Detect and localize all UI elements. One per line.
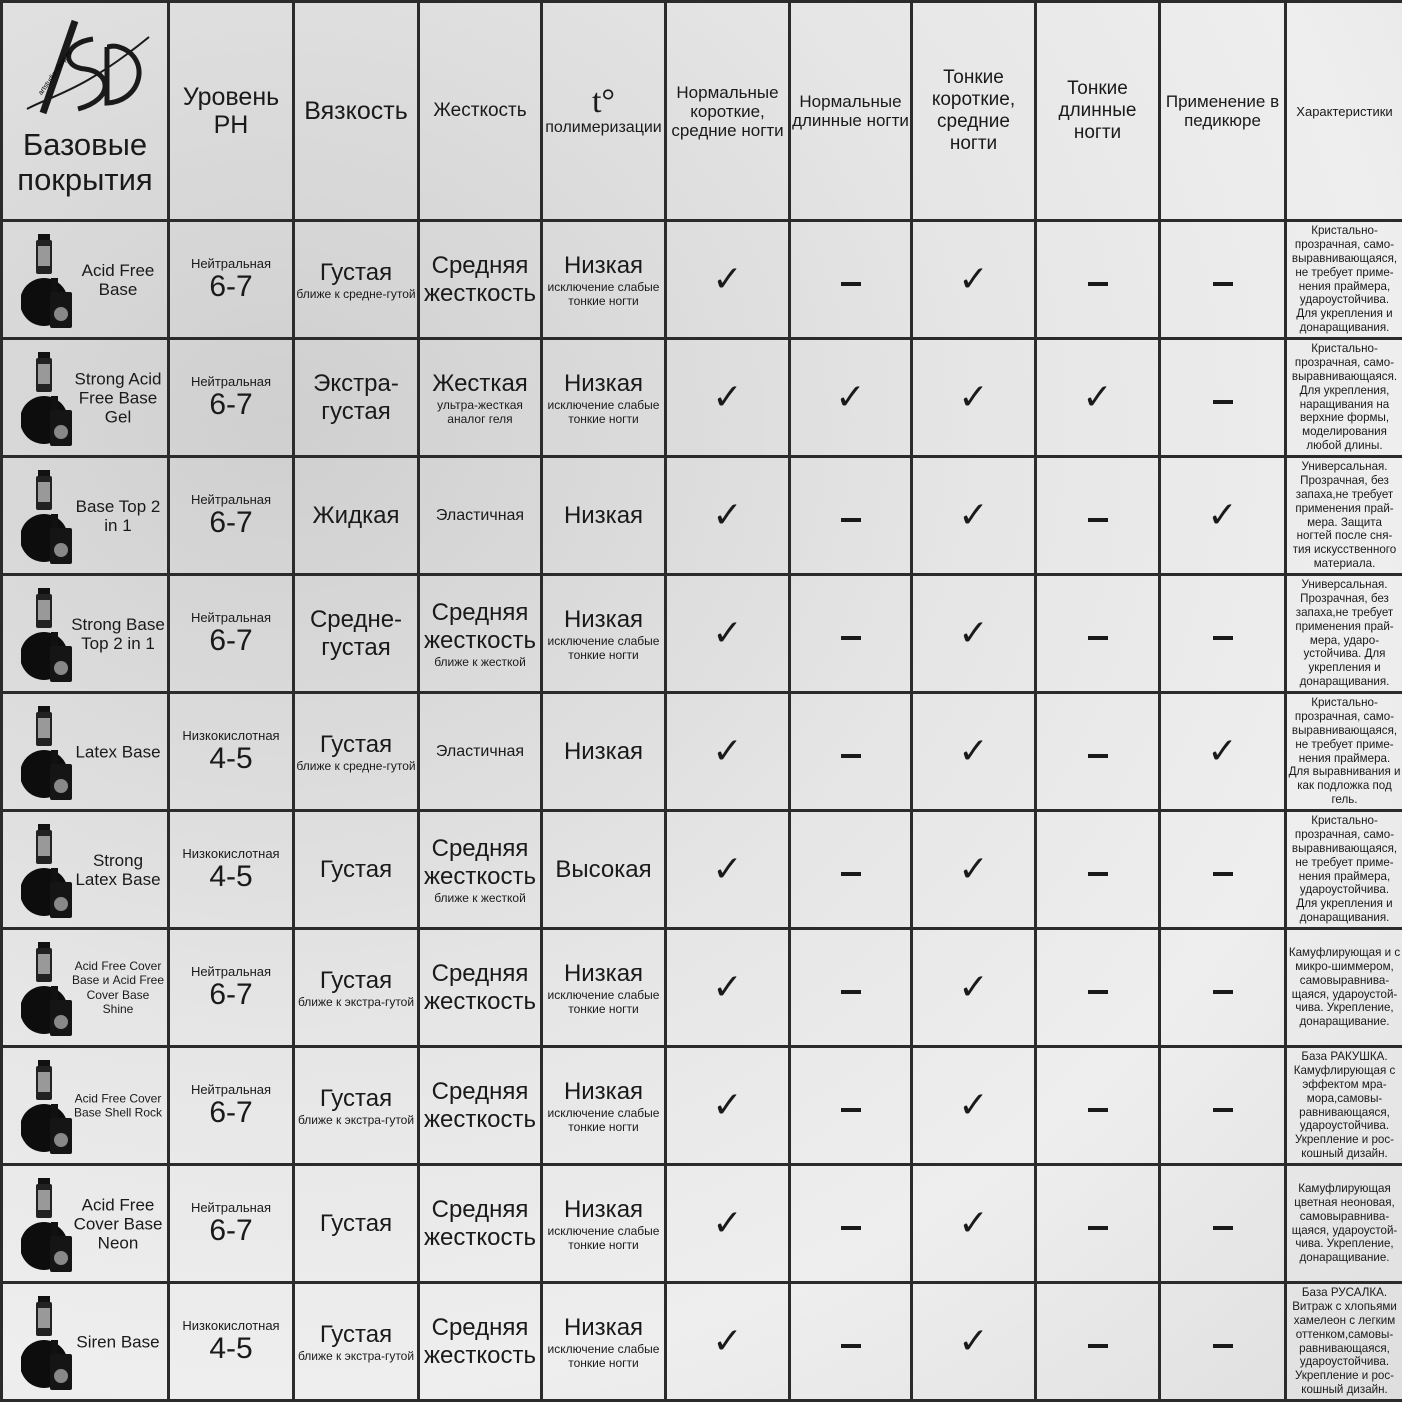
product-cell	[2, 1165, 169, 1283]
table-row	[2, 929, 1402, 1047]
hardness-value: Средняя жесткость	[423, 959, 536, 1015]
hardness-value: Эластичная	[435, 506, 525, 524]
ph-label: Низкокислотная	[182, 728, 280, 743]
viscosity-cell	[294, 929, 419, 1047]
normal-short-cell	[666, 929, 790, 1047]
check-icon: ✓	[712, 730, 743, 772]
viscosity-note: ближе к экстра-гутой	[297, 1348, 415, 1363]
thin-short-cell	[912, 1283, 1036, 1401]
temperature-cell	[542, 1047, 666, 1165]
hardness-note: ближе к жесткой	[434, 890, 526, 905]
bottle-icon	[21, 470, 77, 566]
temperature-cell	[542, 457, 666, 575]
thin-short-cell	[912, 221, 1036, 339]
ph-value: 6-7	[209, 978, 253, 1011]
temperature-note: исключение слабые тонкие ногти	[547, 633, 660, 662]
thin-long-cell	[1036, 221, 1160, 339]
viscosity-value: Средне-густая	[309, 605, 403, 661]
ph-cell	[169, 1047, 294, 1165]
normal-long-cell	[790, 1283, 912, 1401]
viscosity-cell	[294, 693, 419, 811]
ph-label: Нейтральная	[190, 964, 272, 979]
check-icon: ✓	[958, 612, 989, 654]
product-cell	[2, 1283, 169, 1401]
bottle-icon	[21, 824, 77, 920]
ph-cell	[169, 929, 294, 1047]
temperature-cell	[542, 693, 666, 811]
hardness-cell	[419, 1283, 542, 1401]
hardness-value: Эластичная	[435, 742, 525, 760]
check-icon: ✓	[958, 1202, 989, 1244]
ph-cell	[169, 1283, 294, 1401]
product-cell	[2, 575, 169, 693]
viscosity-value: Густая	[319, 966, 393, 994]
hardness-cell	[419, 339, 542, 457]
viscosity-cell	[294, 339, 419, 457]
temperature-note: исключение слабые тонкие ногти	[547, 1341, 660, 1370]
ph-cell	[169, 693, 294, 811]
dash-icon	[1088, 1344, 1108, 1348]
table-row	[2, 1283, 1402, 1401]
temperature-cell	[542, 811, 666, 929]
check-icon: ✓	[1207, 730, 1238, 772]
normal-short-cell	[666, 693, 790, 811]
pedicure-cell	[1160, 693, 1286, 811]
ph-label: Нейтральная	[190, 256, 272, 271]
viscosity-value: Жидкая	[312, 501, 400, 529]
normal-short-cell	[666, 339, 790, 457]
ph-value: 6-7	[209, 624, 253, 657]
table-row	[2, 811, 1402, 929]
pedicure-cell	[1160, 339, 1286, 457]
check-icon: ✓	[958, 1320, 989, 1362]
hardness-value: Средняя жесткость	[423, 598, 536, 654]
bottle-icon	[21, 234, 77, 330]
characteristics-cell: Кристально-прозрачная, само-выравнивающаяся. Для укрепления, наращивания на верхние формы, моделирования любой длины.	[1286, 339, 1402, 457]
check-icon: ✓	[1082, 376, 1113, 418]
hardness-cell	[419, 457, 542, 575]
temperature-cell	[542, 575, 666, 693]
dash-icon	[1213, 282, 1233, 286]
hardness-cell	[419, 221, 542, 339]
dash-icon	[841, 636, 861, 640]
temperature-value: Низкая	[563, 959, 644, 987]
normal-long-cell	[790, 1165, 912, 1283]
ph-value: 6-7	[209, 506, 253, 539]
viscosity-note: ближе к средне-гутой	[296, 286, 416, 301]
normal-short-cell	[666, 1165, 790, 1283]
check-icon: ✓	[712, 1202, 743, 1244]
viscosity-cell	[294, 1165, 419, 1283]
dash-icon	[841, 1344, 861, 1348]
normal-long-cell	[790, 693, 912, 811]
temperature-note: исключение слабые тонкие ногти	[547, 987, 660, 1016]
temperature-value: Низкая	[563, 605, 644, 633]
dash-icon	[1088, 1226, 1108, 1230]
dash-icon	[841, 1226, 861, 1230]
viscosity-value: Густая	[319, 730, 393, 758]
product-cell	[2, 693, 169, 811]
characteristics-cell: Камуфлирующая и с микро-шиммером, самовыравнива-щаяся, удароустой-чива. Укрепление, донаращивание.	[1286, 929, 1402, 1047]
bottle-icon	[21, 942, 77, 1038]
viscosity-cell	[294, 575, 419, 693]
viscosity-value: Густая	[319, 855, 393, 883]
viscosity-cell	[294, 221, 419, 339]
check-icon: ✓	[958, 258, 989, 300]
viscosity-cell	[294, 1047, 419, 1165]
temperature-value: Низкая	[563, 1195, 644, 1223]
thin-long-cell	[1036, 693, 1160, 811]
temperature-cell	[542, 221, 666, 339]
ph-label: Нейтральная	[190, 1082, 272, 1097]
hardness-cell	[419, 575, 542, 693]
thin-short-cell	[912, 339, 1036, 457]
thin-long-cell	[1036, 339, 1160, 457]
dash-icon	[1088, 1108, 1108, 1112]
temperature-cell	[542, 339, 666, 457]
hardness-value: Жесткая	[432, 369, 528, 397]
normal-long-cell	[790, 929, 912, 1047]
dash-icon	[1213, 1108, 1233, 1112]
ph-label: Низкокислотная	[182, 846, 280, 861]
thin-long-cell	[1036, 457, 1160, 575]
header-hardness: Жесткость	[419, 2, 542, 221]
check-icon: ✓	[958, 494, 989, 536]
viscosity-cell	[294, 811, 419, 929]
temperature-value: Низкая	[563, 1077, 644, 1105]
product-name: Siren Base	[76, 1332, 160, 1351]
dash-icon	[841, 1108, 861, 1112]
temperature-cell	[542, 929, 666, 1047]
ph-label: Нейтральная	[190, 1200, 272, 1215]
sheet-title: Базовые покрытия	[17, 127, 153, 197]
thin-long-cell	[1036, 1047, 1160, 1165]
temperature-value: Низкая	[563, 1313, 644, 1341]
normal-short-cell	[666, 1047, 790, 1165]
table-row	[2, 1047, 1402, 1165]
ph-cell	[169, 457, 294, 575]
temperature-value: Низкая	[563, 251, 644, 279]
temperature-note: исключение слабые тонкие ногти	[547, 1223, 660, 1252]
table-row	[2, 693, 1402, 811]
ph-value: 4-5	[209, 860, 253, 893]
check-icon: ✓	[958, 730, 989, 772]
header-characteristics: Характеристики	[1286, 2, 1402, 221]
normal-short-cell	[666, 457, 790, 575]
brand-cell	[2, 2, 169, 221]
viscosity-value: Густая	[319, 1209, 393, 1237]
normal-long-cell	[790, 1047, 912, 1165]
pedicure-cell	[1160, 929, 1286, 1047]
ph-label: Нейтральная	[190, 610, 272, 625]
thin-short-cell	[912, 1047, 1036, 1165]
thin-long-cell	[1036, 929, 1160, 1047]
temperature-symbol: t°	[591, 83, 616, 120]
bottle-icon	[21, 1060, 77, 1156]
product-cell	[2, 811, 169, 929]
thin-short-cell	[912, 575, 1036, 693]
dash-icon	[841, 754, 861, 758]
normal-short-cell	[666, 575, 790, 693]
hardness-value: Средняя жесткость	[423, 1313, 536, 1369]
ph-cell	[169, 811, 294, 929]
thin-long-cell	[1036, 575, 1160, 693]
temperature-value: Высокая	[555, 855, 652, 883]
thin-short-cell	[912, 811, 1036, 929]
dash-icon	[1088, 754, 1108, 758]
product-name: Acid Free Base	[81, 260, 155, 299]
product-name: Acid Free Cover Base Shell Rock	[73, 1091, 163, 1120]
viscosity-value: Густая	[319, 258, 393, 286]
temperature-value: Низкая	[563, 737, 644, 765]
ph-cell	[169, 575, 294, 693]
dash-icon	[1088, 282, 1108, 286]
product-name: Base Top 2 in 1	[75, 496, 161, 535]
header-normal-long: Нормальные длинные ногти	[790, 2, 912, 221]
dash-icon	[841, 990, 861, 994]
product-name: Strong Latex Base	[75, 850, 161, 889]
viscosity-value: Густая	[319, 1084, 393, 1112]
normal-short-cell	[666, 221, 790, 339]
check-icon: ✓	[712, 494, 743, 536]
table-row	[2, 575, 1402, 693]
check-icon: ✓	[712, 612, 743, 654]
table-row	[2, 457, 1402, 575]
hardness-value: Средняя жесткость	[423, 834, 536, 890]
temperature-note: исключение слабые тонкие ногти	[547, 1105, 660, 1134]
ph-value: 6-7	[209, 1214, 253, 1247]
characteristics-cell: Универсальная. Прозрачная, без запаха,не требует применения прай-мера, ударо-устойчива. Для укрепления и донаращивания.	[1286, 575, 1402, 693]
check-icon: ✓	[958, 376, 989, 418]
dash-icon	[1213, 636, 1233, 640]
temperature-cell	[542, 1283, 666, 1401]
hardness-value: Средняя жесткость	[423, 1195, 536, 1251]
viscosity-value: Густая	[319, 1320, 393, 1348]
viscosity-cell	[294, 457, 419, 575]
dash-icon	[1213, 872, 1233, 876]
dash-icon	[1088, 872, 1108, 876]
header-viscosity: Вязкость	[294, 2, 419, 221]
check-icon: ✓	[712, 1084, 743, 1126]
dash-icon	[841, 282, 861, 286]
pedicure-cell	[1160, 1283, 1286, 1401]
normal-long-cell	[790, 811, 912, 929]
bottle-icon	[21, 588, 77, 684]
header-thin-long: Тонкие длинные ногти	[1036, 2, 1160, 221]
header-temperature	[542, 2, 666, 221]
viscosity-cell	[294, 1283, 419, 1401]
ph-cell	[169, 221, 294, 339]
hardness-cell	[419, 929, 542, 1047]
product-name: Strong Acid Free Base Gel	[74, 369, 162, 426]
product-name: Acid Free Cover Base и Acid Free Cover Base Shine	[71, 958, 165, 1016]
bottle-icon	[21, 352, 77, 448]
dash-icon	[1213, 990, 1233, 994]
dash-icon	[1213, 400, 1233, 404]
thin-short-cell	[912, 1165, 1036, 1283]
table-row	[2, 1165, 1402, 1283]
characteristics-cell: База РАКУШКА. Камуфлирующая с эффектом мра-мора,самовы-равнивающаяся, удароустойчива. Укрепление и рос-кошный дизайн.	[1286, 1047, 1402, 1165]
temperature-cell	[542, 1165, 666, 1283]
viscosity-note: ближе к экстра-гутой	[297, 994, 415, 1009]
thin-long-cell	[1036, 1283, 1160, 1401]
normal-short-cell	[666, 1283, 790, 1401]
normal-long-cell	[790, 221, 912, 339]
hardness-note: ближе к жесткой	[434, 654, 526, 669]
product-name: Strong Base Top 2 in 1	[71, 614, 165, 653]
hardness-value: Средняя жесткость	[423, 1077, 536, 1133]
ph-cell	[169, 339, 294, 457]
svg-text:artstudio-shop.ru: artstudio-shop.ru	[37, 49, 74, 97]
table-row	[2, 339, 1402, 457]
characteristics-cell: Кристально-прозрачная, само-выравнивающаяся, не требует приме-нения праймера. Для выравнивания и как подложка под гель.	[1286, 693, 1402, 811]
hardness-cell	[419, 1047, 542, 1165]
table-row	[2, 221, 1402, 339]
hardness-note: ультра-жесткая аналог геля	[437, 397, 523, 426]
check-icon: ✓	[958, 848, 989, 890]
check-icon: ✓	[712, 1320, 743, 1362]
check-icon: ✓	[1207, 494, 1238, 536]
viscosity-note: ближе к средне-гутой	[296, 758, 416, 773]
thin-short-cell	[912, 929, 1036, 1047]
header-normal-short: Нормальные короткие, средние ногти	[666, 2, 790, 221]
normal-long-cell	[790, 575, 912, 693]
bottle-icon	[21, 1296, 77, 1392]
ph-value: 4-5	[209, 742, 253, 775]
hardness-cell	[419, 1165, 542, 1283]
pedicure-cell	[1160, 575, 1286, 693]
check-icon: ✓	[712, 966, 743, 1008]
characteristics-cell: Универсальная. Прозрачная, без запаха,не требует применения прай-мера. Защита ногтей после сня-тия искусственного материала.	[1286, 457, 1402, 575]
dash-icon	[841, 872, 861, 876]
ph-value: 6-7	[209, 388, 253, 421]
header-pedicure: Применение в педикюре	[1160, 2, 1286, 221]
bottle-icon	[21, 706, 77, 802]
thin-short-cell	[912, 457, 1036, 575]
ph-value: 6-7	[209, 270, 253, 303]
pedicure-cell	[1160, 1165, 1286, 1283]
viscosity-note: ближе к экстра-гутой	[297, 1112, 415, 1127]
check-icon: ✓	[712, 376, 743, 418]
hardness-cell	[419, 811, 542, 929]
product-name: Acid Free Cover Base Neon	[73, 1195, 163, 1252]
product-cell	[2, 457, 169, 575]
product-name: Latex Base	[75, 742, 161, 761]
header-ph: Уровень PH	[169, 2, 294, 221]
dash-icon	[1213, 1226, 1233, 1230]
pedicure-cell	[1160, 221, 1286, 339]
check-icon: ✓	[712, 258, 743, 300]
characteristics-cell: Кристально-прозрачная, само-выравнивающаяся, не требует приме-нения праймера, удароустойчива. Для укрепления и донаращивания.	[1286, 221, 1402, 339]
pedicure-cell	[1160, 811, 1286, 929]
temperature-value: Низкая	[563, 369, 644, 397]
product-cell	[2, 1047, 169, 1165]
product-cell	[2, 929, 169, 1047]
dash-icon	[1213, 1344, 1233, 1348]
temperature-note: исключение слабые тонкие ногти	[547, 279, 660, 308]
viscosity-value: Экстра-густая	[313, 369, 399, 425]
ph-value: 4-5	[209, 1332, 253, 1365]
characteristics-cell: Кристально-прозрачная, само-выравнивающаяся, не требует приме-нения праймера, удароустойчива. Для укрепления и донаращивания.	[1286, 811, 1402, 929]
check-icon: ✓	[712, 848, 743, 890]
temperature-value: Низкая	[563, 501, 644, 529]
normal-long-cell	[790, 457, 912, 575]
header-row	[2, 2, 1402, 221]
thin-long-cell	[1036, 1165, 1160, 1283]
temperature-note: исключение слабые тонкие ногти	[547, 397, 660, 426]
product-cell	[2, 221, 169, 339]
product-cell	[2, 339, 169, 457]
pedicure-cell	[1160, 1047, 1286, 1165]
thin-long-cell	[1036, 811, 1160, 929]
ph-label: Нейтральная	[190, 492, 272, 507]
dash-icon	[1088, 990, 1108, 994]
hardness-value: Средняя жесткость	[423, 251, 536, 307]
pedicure-cell	[1160, 457, 1286, 575]
temperature-label: полимеризации	[545, 119, 662, 136]
characteristics-cell: База РУСАЛКА. Витраж с хлопьями хамелеон с легким оттенком,самовы-равнивающаяся, удароустойчива. Укрепление и рос-кошный дизайн.	[1286, 1283, 1402, 1401]
header-thin-short: Тонкие короткие, средние ногти	[912, 2, 1036, 221]
thin-short-cell	[912, 693, 1036, 811]
normal-short-cell	[666, 811, 790, 929]
dash-icon	[841, 518, 861, 522]
ph-cell	[169, 1165, 294, 1283]
characteristics-cell: Камуфлирующая цветная неоновая, самовыравнива-щаяся, удароустой-чива. Укрепление, донаращивание.	[1286, 1165, 1402, 1283]
ph-value: 6-7	[209, 1096, 253, 1129]
normal-long-cell	[790, 339, 912, 457]
dash-icon	[1088, 636, 1108, 640]
check-icon: ✓	[958, 1084, 989, 1126]
brand-logo	[23, 17, 153, 117]
hardness-cell	[419, 693, 542, 811]
bottle-icon	[21, 1178, 77, 1274]
check-icon: ✓	[835, 376, 866, 418]
dash-icon	[1088, 518, 1108, 522]
ph-label: Низкокислотная	[182, 1318, 280, 1333]
ph-label: Нейтральная	[190, 374, 272, 389]
check-icon: ✓	[958, 966, 989, 1008]
